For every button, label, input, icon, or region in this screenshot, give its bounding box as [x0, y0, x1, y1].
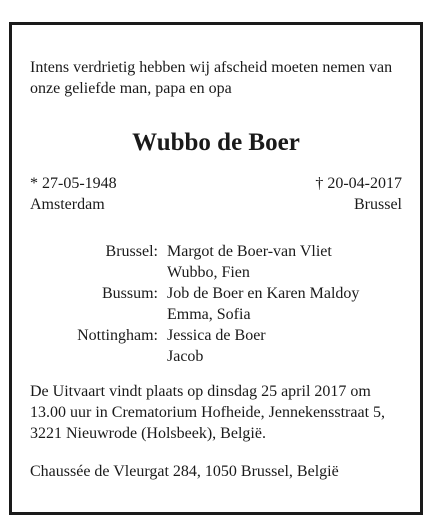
family-city: Nottingham:: [77, 327, 158, 344]
family-member: Emma, Sofia: [167, 306, 251, 323]
birth-info: [30, 173, 117, 215]
family-member: Jacob: [167, 348, 204, 365]
intro-text: [30, 57, 392, 99]
death-info: [315, 173, 402, 215]
birth-date: * 27-05-1948: [30, 175, 117, 192]
family-city: Brussel:: [105, 243, 158, 260]
funeral-line: De Uitvaart vindt plaats op dinsdag 25 april 2017 om: [30, 383, 371, 400]
deceased-name: Wubbo de Boer: [132, 129, 300, 156]
intro-line: Intens verdrietig hebben wij afscheid moeten nemen van: [30, 59, 393, 76]
family-member: Margot de Boer-van Vliet: [167, 243, 332, 260]
family-city: Bussum:: [101, 285, 158, 302]
home-address: Chaussée de Vleurgat 284, 1050 Brussel, België: [30, 463, 339, 480]
funeral-line: 3221 Nieuwrode (Holsbeek), België.: [30, 425, 266, 442]
family-member: Wubbo, Fien: [167, 264, 250, 281]
death-date: † 20-04-2017: [315, 175, 402, 192]
obituary-notice: [9, 22, 423, 515]
family-member: Jessica de Boer: [167, 327, 266, 344]
family-member: Job de Boer en Karen Maldoy: [167, 285, 360, 302]
birth-place: Amsterdam: [30, 196, 105, 213]
funeral-details: [30, 381, 385, 444]
death-place: Brussel: [354, 196, 402, 213]
intro-line: onze geliefde man, papa en opa: [30, 80, 232, 97]
funeral-line: 13.00 uur in Crematorium Hofheide, Jennekensstraat 5,: [30, 404, 386, 421]
